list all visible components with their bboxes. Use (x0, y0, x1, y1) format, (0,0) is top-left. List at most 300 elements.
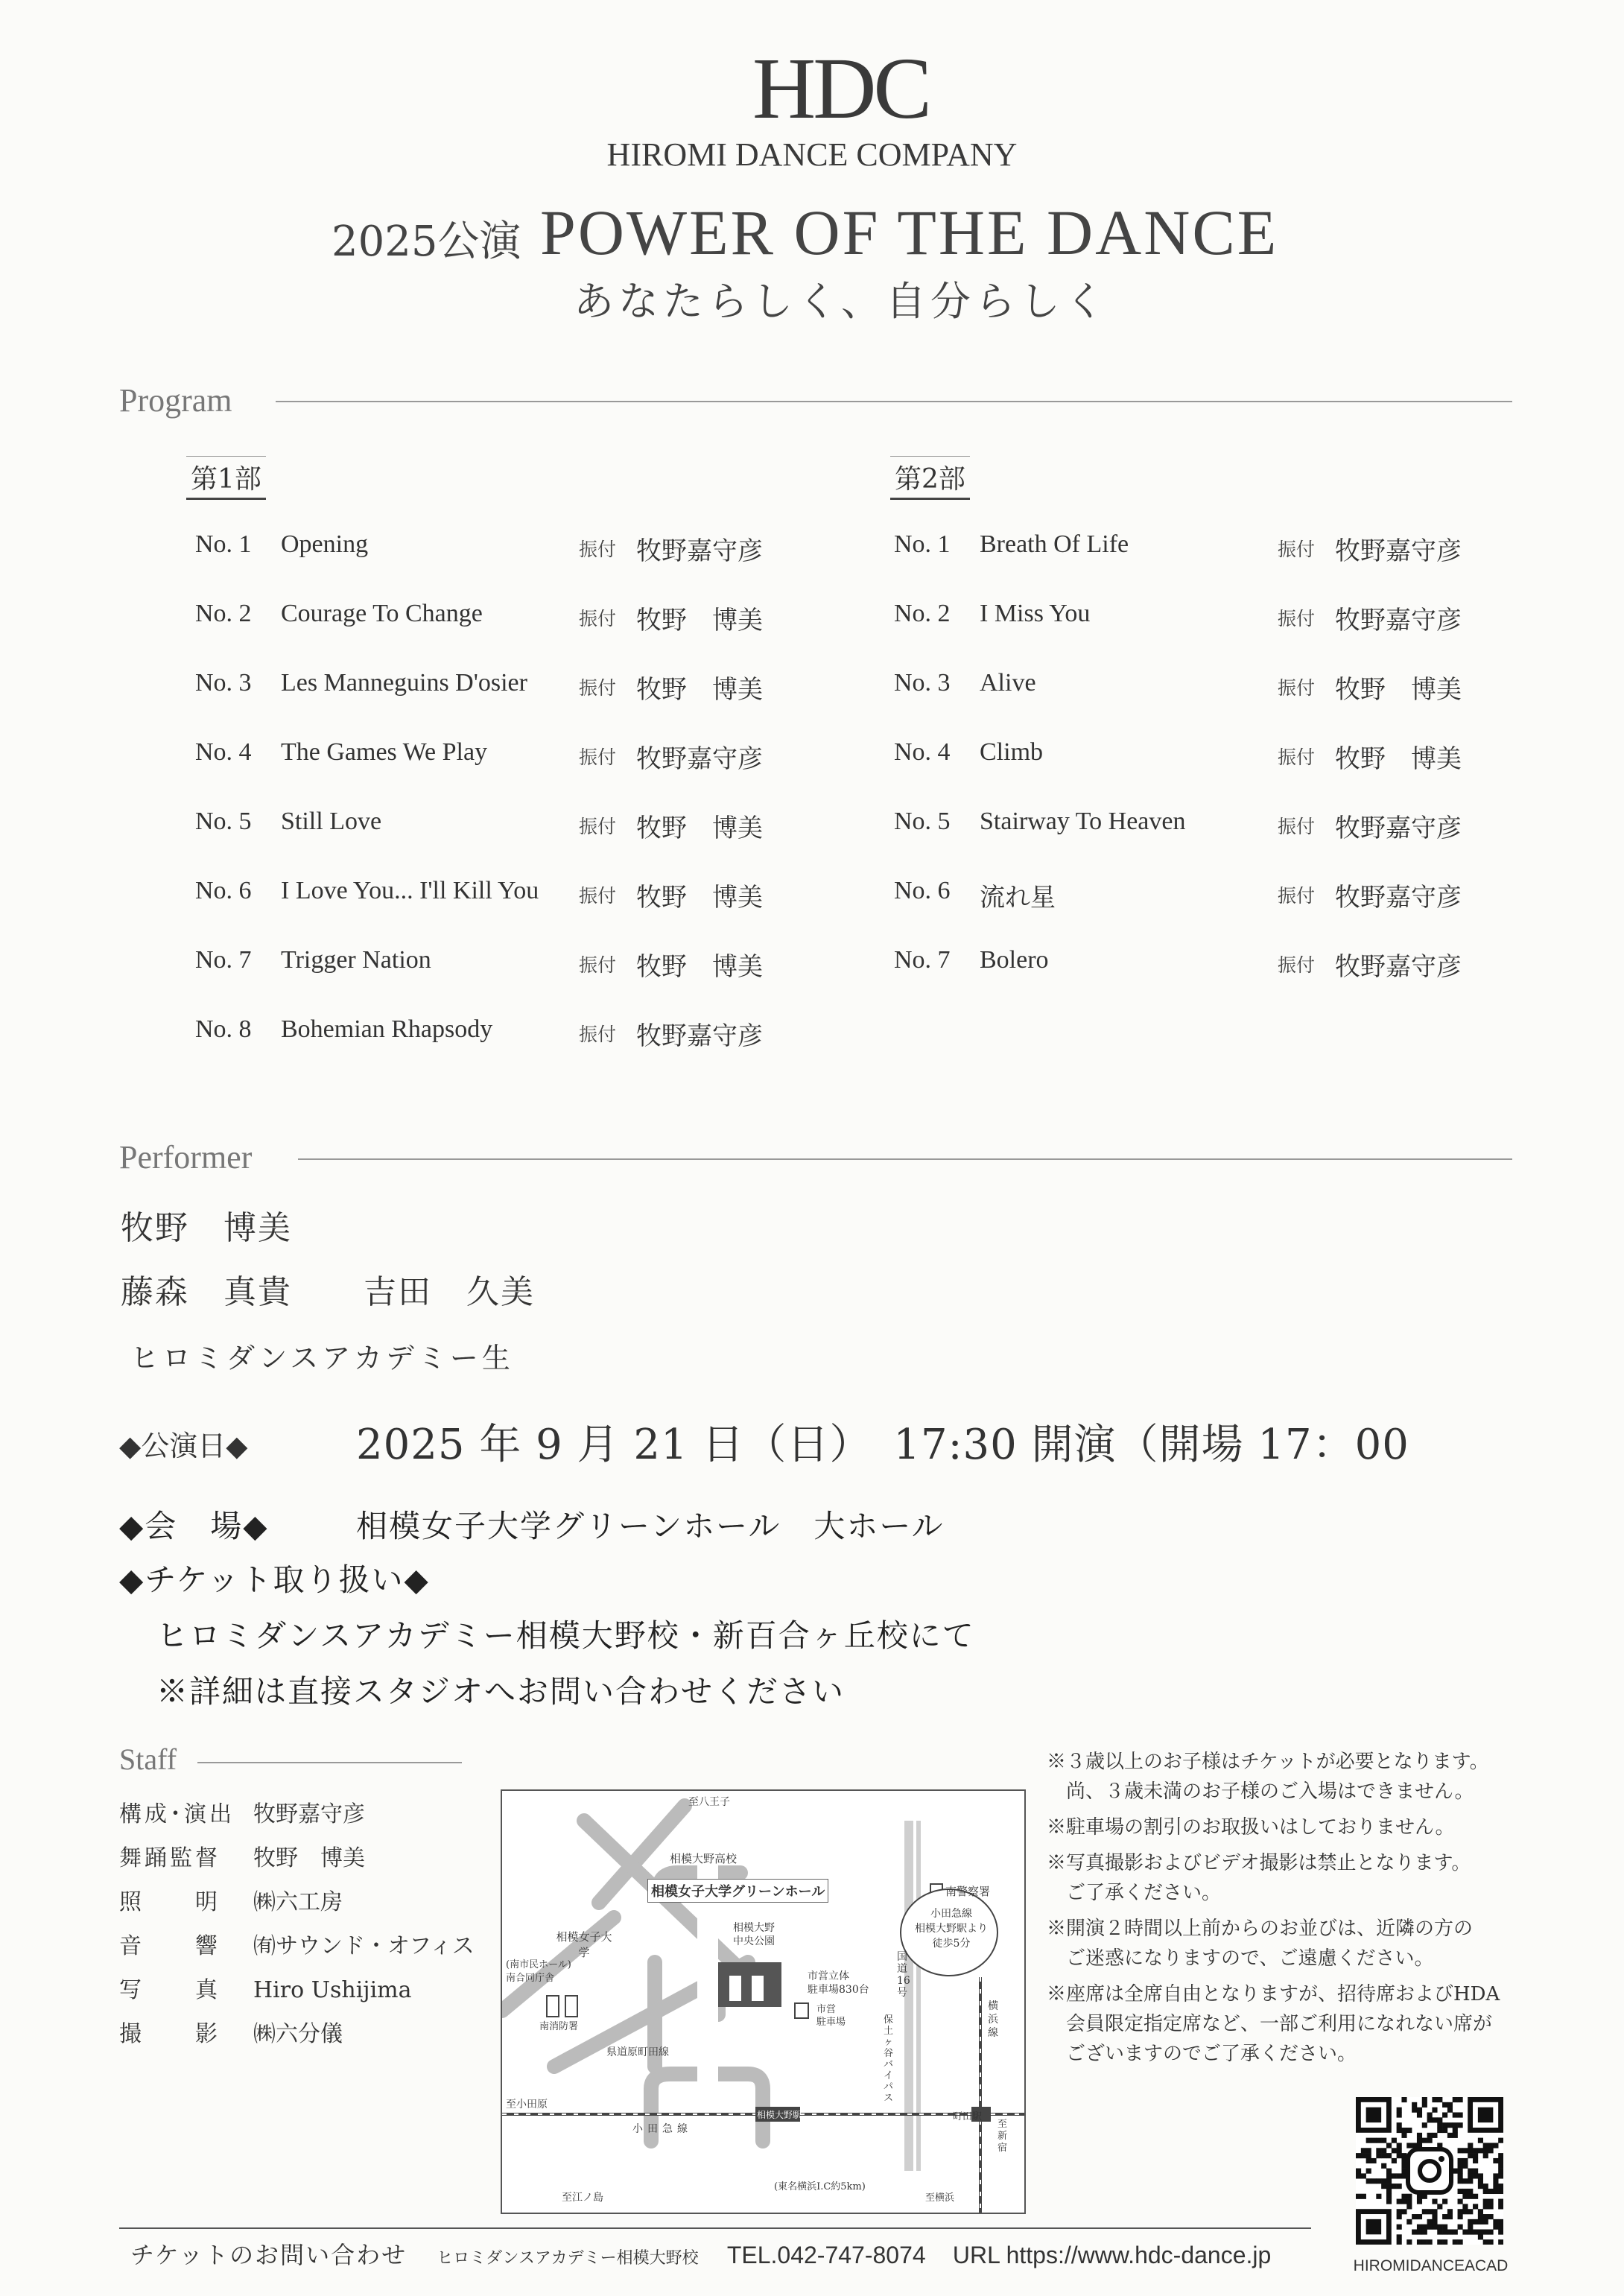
ticket-outlets: ヒロミダンスアカデミー相模大野校・新百合ヶ丘校にて (156, 1617, 975, 1654)
qr-module (1458, 2169, 1463, 2174)
company-logo: HDC (752, 39, 930, 137)
staff-name: ㈲サウンド・オフィス (253, 1933, 475, 1959)
qr-module (1498, 2169, 1503, 2174)
note-line: ご了承ください。 (1047, 1882, 1222, 1904)
staff-role: 照 明 (119, 1889, 221, 1915)
qr-module (1483, 2184, 1488, 2189)
note-line: ございますのでご了承ください。 (1047, 2043, 1357, 2065)
program-divider (276, 401, 1512, 402)
qr-module (1488, 2143, 1494, 2148)
qr-module (1442, 2199, 1447, 2204)
choreographer-name: 牧野 博美 (1335, 746, 1462, 773)
qr-module (1458, 2239, 1463, 2245)
staff-row (119, 1927, 475, 1960)
qr-module (1493, 2184, 1498, 2189)
qr-module (1458, 2148, 1463, 2153)
map-label: 横浜線 (988, 2000, 998, 2039)
qr-module (1478, 2219, 1483, 2224)
qr-module (1442, 2239, 1447, 2245)
qr-module (1401, 2097, 1406, 2102)
qr-module (1468, 2148, 1473, 2153)
qr-module (1437, 2239, 1442, 2245)
qr-module (1422, 2097, 1427, 2102)
qr-module (1447, 2133, 1453, 2138)
qr-module (1473, 2194, 1478, 2199)
qr-module (1458, 2122, 1463, 2128)
program-number: No. 6 (195, 877, 252, 904)
qr-module (1468, 2224, 1473, 2230)
staff-role: 音 響 (119, 1933, 221, 1959)
qr-module (1468, 2209, 1473, 2214)
map-label: 至横浜 (925, 2192, 955, 2204)
program-number: No. 2 (195, 600, 252, 627)
map-building (547, 1996, 559, 2017)
staff-row (119, 1883, 343, 1916)
footer-school: ヒロミダンスアカデミー相模大野校 (437, 2249, 699, 2268)
qr-module (1488, 2230, 1494, 2235)
qr-module (1432, 2133, 1437, 2138)
choreography-label: 振付 (579, 609, 617, 630)
qr-module (1356, 2173, 1361, 2178)
qr-module (1478, 2138, 1483, 2143)
qr-module (1488, 2204, 1494, 2209)
qr-module (1458, 2112, 1463, 2117)
map-hall-window (729, 1976, 741, 2001)
qr-module (1462, 2209, 1468, 2214)
qr-module (1366, 2148, 1371, 2153)
staff-divider (197, 1762, 462, 1763)
performer-lead: 牧野 博美 (121, 1209, 292, 1247)
program-number: No. 7 (894, 946, 951, 974)
qr-module (1462, 2178, 1468, 2184)
choreographer-name: 牧野嘉守彦 (1335, 538, 1462, 565)
staff-row (119, 1839, 365, 1872)
qr-module (1437, 2230, 1442, 2235)
choreographer-name: 牧野 博美 (1335, 676, 1462, 704)
qr-module (1498, 2173, 1503, 2178)
qr-module (1397, 2173, 1402, 2178)
qr-module (1468, 2178, 1473, 2184)
map-hall-window (752, 1976, 764, 2001)
venue-name: 相模女子大学グリーンホール 大ホール (356, 1508, 945, 1544)
qr-module (1442, 2214, 1447, 2219)
qr-module (1427, 2209, 1433, 2214)
map-label: 国道16号 (897, 1951, 910, 1999)
qr-module (1498, 2204, 1503, 2209)
program-title: I Miss You (980, 600, 1091, 627)
qr-module (1478, 2234, 1483, 2239)
qr-module (1473, 2169, 1478, 2174)
qr-module (1483, 2214, 1488, 2219)
qr-module (1493, 2158, 1498, 2163)
qr-module (1371, 2178, 1376, 2184)
qr-module (1386, 2169, 1392, 2174)
qr-module (1417, 2108, 1422, 2113)
qr-module (1417, 2112, 1422, 2117)
qr-module (1366, 2158, 1371, 2163)
qr-module (1483, 2153, 1488, 2158)
choreographer-name: 牧野 博美 (636, 676, 763, 704)
choreographer-name: 牧野 博美 (636, 815, 763, 843)
qr-module (1381, 2184, 1386, 2189)
qr-module (1453, 2112, 1458, 2117)
footer-url[interactable]: URL https://www.hdc-dance.jp (952, 2242, 1272, 2268)
choreography-label: 振付 (1278, 679, 1316, 699)
qr-module (1453, 2128, 1458, 2133)
qr-module (1397, 2148, 1402, 2153)
map-label: (南市民ホール) 南合同庁舎 (506, 1959, 571, 1984)
qr-module (1361, 2153, 1366, 2158)
map-label: 至八王子 (688, 1796, 730, 1808)
qr-module (1376, 2138, 1381, 2143)
map-label: 市営立体 駐車場830台 (808, 1970, 869, 1996)
qr-module (1453, 2122, 1458, 2128)
qr-module (1453, 2133, 1458, 2138)
qr-module (1483, 2143, 1488, 2148)
qr-module (1442, 2122, 1447, 2128)
page-title: POWER OF THE DANCE (540, 197, 1279, 268)
qr-module (1401, 2133, 1406, 2138)
qr-module (1447, 2122, 1453, 2128)
qr-module (1356, 2194, 1361, 2199)
qr-module (1473, 2204, 1478, 2209)
choreographer-name: 牧野嘉守彦 (1335, 954, 1462, 981)
qr-module (1417, 2239, 1422, 2245)
qr-module (1462, 2189, 1468, 2194)
choreographer-name: 牧野嘉守彦 (1335, 815, 1462, 843)
qr-module (1468, 2230, 1473, 2235)
choreographer-name: 牧野嘉守彦 (636, 538, 763, 565)
ticket-inquiry-note: ※詳細は直接スタジオへお問い合わせください (156, 1673, 846, 1710)
footer-label: チケットのお問い合わせ (130, 2241, 407, 2269)
ticket-label: ◆チケット取り扱い◆ (119, 1561, 430, 1598)
map-hall-block (718, 1962, 781, 2007)
choreographer-name: 牧野 博美 (636, 607, 763, 635)
qr-module (1493, 2189, 1498, 2194)
part1-label: 第1部 (186, 456, 266, 500)
qr-module (1366, 2138, 1371, 2143)
choreography-label: 振付 (579, 817, 617, 837)
qr-module (1483, 2148, 1488, 2153)
qr-module (1397, 2108, 1402, 2113)
instagram-icon-dot (1439, 2156, 1444, 2162)
qr-module (1432, 2214, 1437, 2219)
qr-module (1498, 2163, 1503, 2169)
qr-module (1478, 2214, 1483, 2219)
qr-module (1406, 2143, 1412, 2148)
map-building (565, 1996, 577, 2017)
performer-name: 藤森 真貴 (121, 1273, 292, 1311)
qr-module (1397, 2234, 1402, 2239)
qr-module (1493, 2224, 1498, 2230)
qr-module (1406, 2204, 1412, 2209)
qr-module (1412, 2214, 1417, 2219)
footer-contact (130, 2236, 1271, 2271)
performer-divider (298, 1158, 1512, 1160)
qr-module (1371, 2158, 1376, 2163)
qr-module (1397, 2122, 1402, 2128)
qr-module (1392, 2138, 1397, 2143)
qr-module (1422, 2224, 1427, 2230)
qr-module (1397, 2239, 1402, 2245)
staff-role: 写 真 (119, 1977, 221, 2003)
qr-module (1432, 2108, 1437, 2113)
qr-module (1386, 2178, 1392, 2184)
qr-finder (1478, 2108, 1493, 2122)
qr-module (1437, 2224, 1442, 2230)
qr-module (1483, 2189, 1488, 2194)
qr-module (1488, 2148, 1494, 2153)
qr-module (1473, 2219, 1478, 2224)
qr-module (1397, 2128, 1402, 2133)
qr-module (1432, 2199, 1437, 2204)
performer-name: 吉田 久美 (364, 1273, 535, 1311)
qr-module (1442, 2128, 1447, 2133)
note-line: ※開演２時間以上前からのお並びは、近隣の方の (1047, 1918, 1474, 1940)
map-label: 至小田原 (506, 2099, 548, 2111)
map-label: 保土ヶ谷バイパス (884, 2014, 894, 2104)
qr-module (1422, 2230, 1427, 2235)
map-label: 相模大野駅 (757, 2110, 802, 2120)
note-line: ご迷惑になりますので、ご遠慮ください。 (1047, 1947, 1434, 1970)
footer-phone[interactable]: TEL.042-747-8074 (726, 2242, 926, 2268)
qr-module (1473, 2230, 1478, 2235)
qr-module (1478, 2230, 1483, 2235)
qr-module (1498, 2224, 1503, 2230)
qr-module (1432, 2097, 1437, 2102)
program-number: No. 3 (894, 669, 951, 697)
map-label: 市営 駐車場 (816, 2004, 846, 2028)
choreographer-name: 牧野嘉守彦 (636, 1023, 763, 1050)
event-year: 2025公演 (332, 218, 521, 266)
qr-module (1453, 2230, 1458, 2235)
qr-module (1468, 2153, 1473, 2158)
qr-module (1498, 2184, 1503, 2189)
qr-module (1397, 2224, 1402, 2230)
map-label: (東名横浜I.C約5km) (774, 2181, 866, 2192)
qr-module (1397, 2112, 1402, 2117)
choreography-label: 振付 (579, 887, 617, 907)
qr-module (1397, 2209, 1402, 2214)
qr-module (1458, 2097, 1463, 2102)
qr-module (1427, 2219, 1433, 2224)
qr-module (1468, 2173, 1473, 2178)
program-number: No. 1 (195, 530, 252, 558)
program-title: Courage To Change (281, 600, 483, 627)
staff-role: 構成･演出 (119, 1801, 235, 1827)
qr-module (1462, 2230, 1468, 2235)
qr-module (1468, 2194, 1473, 2199)
map-parking-mark (795, 2003, 808, 2018)
choreography-label: 振付 (579, 956, 617, 976)
choreography-label: 振付 (579, 748, 617, 768)
program-heading: Program (119, 382, 232, 419)
qr-module (1478, 2209, 1483, 2214)
qr-module (1401, 2194, 1406, 2199)
qr-module (1392, 2158, 1397, 2163)
staff-row (119, 1795, 365, 1828)
choreography-label: 振付 (1278, 609, 1316, 630)
qr-module (1381, 2178, 1386, 2184)
map-hall-label: 相模女子大学グリーンホール (647, 1879, 828, 1903)
qr-finder (1366, 2108, 1381, 2122)
event-date: 2025 年 9 月 21 日（日） 17:30 開演（開場 17：00 (356, 1421, 1409, 1469)
program-number: No. 7 (195, 946, 252, 974)
program-title: 流れ星 (980, 884, 1056, 912)
attendance-notes (1047, 1747, 1523, 2069)
qr-module (1453, 2097, 1458, 2102)
qr-module (1498, 2153, 1503, 2158)
qr-module (1453, 2239, 1458, 2245)
qr-module (1406, 2219, 1412, 2224)
qr-module (1376, 2153, 1381, 2158)
program-number: No. 3 (195, 669, 252, 697)
qr-module (1498, 2219, 1503, 2224)
map-label: 小田急線 (632, 2123, 692, 2135)
qr-module (1473, 2153, 1478, 2158)
qr-module (1437, 2204, 1442, 2209)
note-line: 会員限定指定席など、一部ご利用になれない席が (1047, 2013, 1493, 2035)
qr-module (1468, 2143, 1473, 2148)
staff-role: 撮 影 (119, 2021, 221, 2047)
qr-module (1458, 2173, 1463, 2178)
qr-module (1386, 2184, 1392, 2189)
choreography-label: 振付 (1278, 817, 1316, 837)
program-number: No. 1 (894, 530, 951, 558)
performer-students: ヒロミダンスアカデミー生 (130, 1342, 514, 1374)
qr-module (1427, 2138, 1433, 2143)
qr-module (1397, 2184, 1402, 2189)
program-title: Opening (281, 530, 369, 558)
qr-module (1483, 2230, 1488, 2235)
qr-module (1498, 2199, 1503, 2204)
qr-module (1401, 2209, 1406, 2214)
qr-module (1432, 2117, 1437, 2122)
qr-module (1392, 2173, 1397, 2178)
qr-module (1462, 2148, 1468, 2153)
qr-module (1447, 2214, 1453, 2219)
part2-label: 第2部 (890, 456, 970, 500)
staff-name: 牧野 博美 (253, 1845, 365, 1871)
staff-row (119, 1971, 412, 2004)
qr-module (1498, 2158, 1503, 2163)
staff-name: ㈱六工房 (253, 1889, 343, 1915)
program-number: No. 5 (894, 808, 951, 835)
staff-name: 牧野嘉守彦 (253, 1801, 365, 1827)
map-graphic (502, 1791, 1026, 2214)
qr-module (1427, 2117, 1433, 2122)
qr-module (1462, 2194, 1468, 2199)
qr-module (1462, 2204, 1468, 2209)
instagram-qr-code[interactable] (1356, 2097, 1503, 2245)
qr-module (1406, 2199, 1412, 2204)
qr-module (1427, 2239, 1433, 2245)
qr-module (1422, 2138, 1427, 2143)
qr-module (1432, 2209, 1437, 2214)
qr-module (1493, 2219, 1498, 2224)
qr-module (1473, 2148, 1478, 2153)
qr-module (1401, 2128, 1406, 2133)
qr-module (1447, 2209, 1453, 2214)
qr-module (1417, 2199, 1422, 2204)
qr-module (1473, 2173, 1478, 2178)
qr-module (1422, 2102, 1427, 2108)
qr-module (1406, 2194, 1412, 2199)
qr-module (1356, 2169, 1361, 2174)
qr-module (1437, 2097, 1442, 2102)
qr-module (1361, 2148, 1366, 2153)
qr-module (1498, 2230, 1503, 2235)
qr-module (1371, 2138, 1376, 2143)
program-title: Alive (980, 669, 1036, 697)
map-label: 相模女子大学 (556, 1930, 612, 1959)
program-title: Trigger Nation (281, 946, 431, 974)
qr-finder (1366, 2219, 1381, 2234)
qr-module (1478, 2148, 1483, 2153)
choreography-label: 振付 (1278, 887, 1316, 907)
program-title: Stairway To Heaven (980, 808, 1186, 835)
qr-graphic (1356, 2097, 1503, 2245)
qr-module (1412, 2230, 1417, 2235)
qr-module (1386, 2199, 1392, 2204)
qr-module (1473, 2158, 1478, 2163)
instagram-icon (1408, 2149, 1451, 2192)
qr-module (1422, 2239, 1427, 2245)
qr-module (1386, 2153, 1392, 2158)
qr-module (1442, 2112, 1447, 2117)
map-label: 相模大野 中央公園 (733, 1922, 775, 1947)
note-line: ※３歳以上のお子様はチケットが必要となります。 (1047, 1751, 1489, 1773)
qr-module (1366, 2153, 1371, 2158)
page-subtitle: あなたらしく、自分らしく (574, 278, 1109, 325)
qr-module (1406, 2239, 1412, 2245)
qr-module (1392, 2184, 1397, 2189)
date-label: ◆公演日◆ (119, 1430, 248, 1462)
qr-module (1468, 2219, 1473, 2224)
qr-module (1437, 2122, 1442, 2128)
map-route16-center (913, 1821, 916, 2171)
map-label: 相模大野高校 (670, 1852, 738, 1865)
qr-module (1412, 2102, 1417, 2108)
staff-name: ㈱六分儀 (253, 2021, 343, 2047)
map-label: 南消防署 (539, 2021, 579, 2032)
venue-map (501, 1789, 1026, 2214)
map-road-gap (697, 1806, 718, 2214)
map-label: 南警察署 (945, 1885, 991, 1898)
qr-module (1417, 2133, 1422, 2138)
staff-role: 舞踊監督 (119, 1845, 221, 1871)
qr-module (1462, 2158, 1468, 2163)
qr-module (1366, 2178, 1371, 2184)
qr-module (1442, 2224, 1447, 2230)
qr-module (1412, 2108, 1417, 2113)
qr-module (1458, 2199, 1463, 2204)
qr-module (1458, 2189, 1463, 2194)
qr-module (1392, 2148, 1397, 2153)
qr-module (1442, 2102, 1447, 2108)
program-title: Still Love (281, 808, 382, 835)
staff-row (119, 2015, 343, 2048)
qr-module (1498, 2189, 1503, 2194)
qr-caption: HIROMIDANCEACAD (1353, 2257, 1509, 2274)
note-line: ※座席は全席自由となりますが、招待席およびHDA (1047, 1983, 1500, 2005)
choreography-label: 振付 (1278, 956, 1316, 976)
qr-module (1427, 2133, 1433, 2138)
qr-module (1458, 2209, 1463, 2214)
qr-module (1458, 2158, 1463, 2163)
qr-module (1493, 2178, 1498, 2184)
choreographer-name: 牧野 博美 (636, 884, 763, 912)
